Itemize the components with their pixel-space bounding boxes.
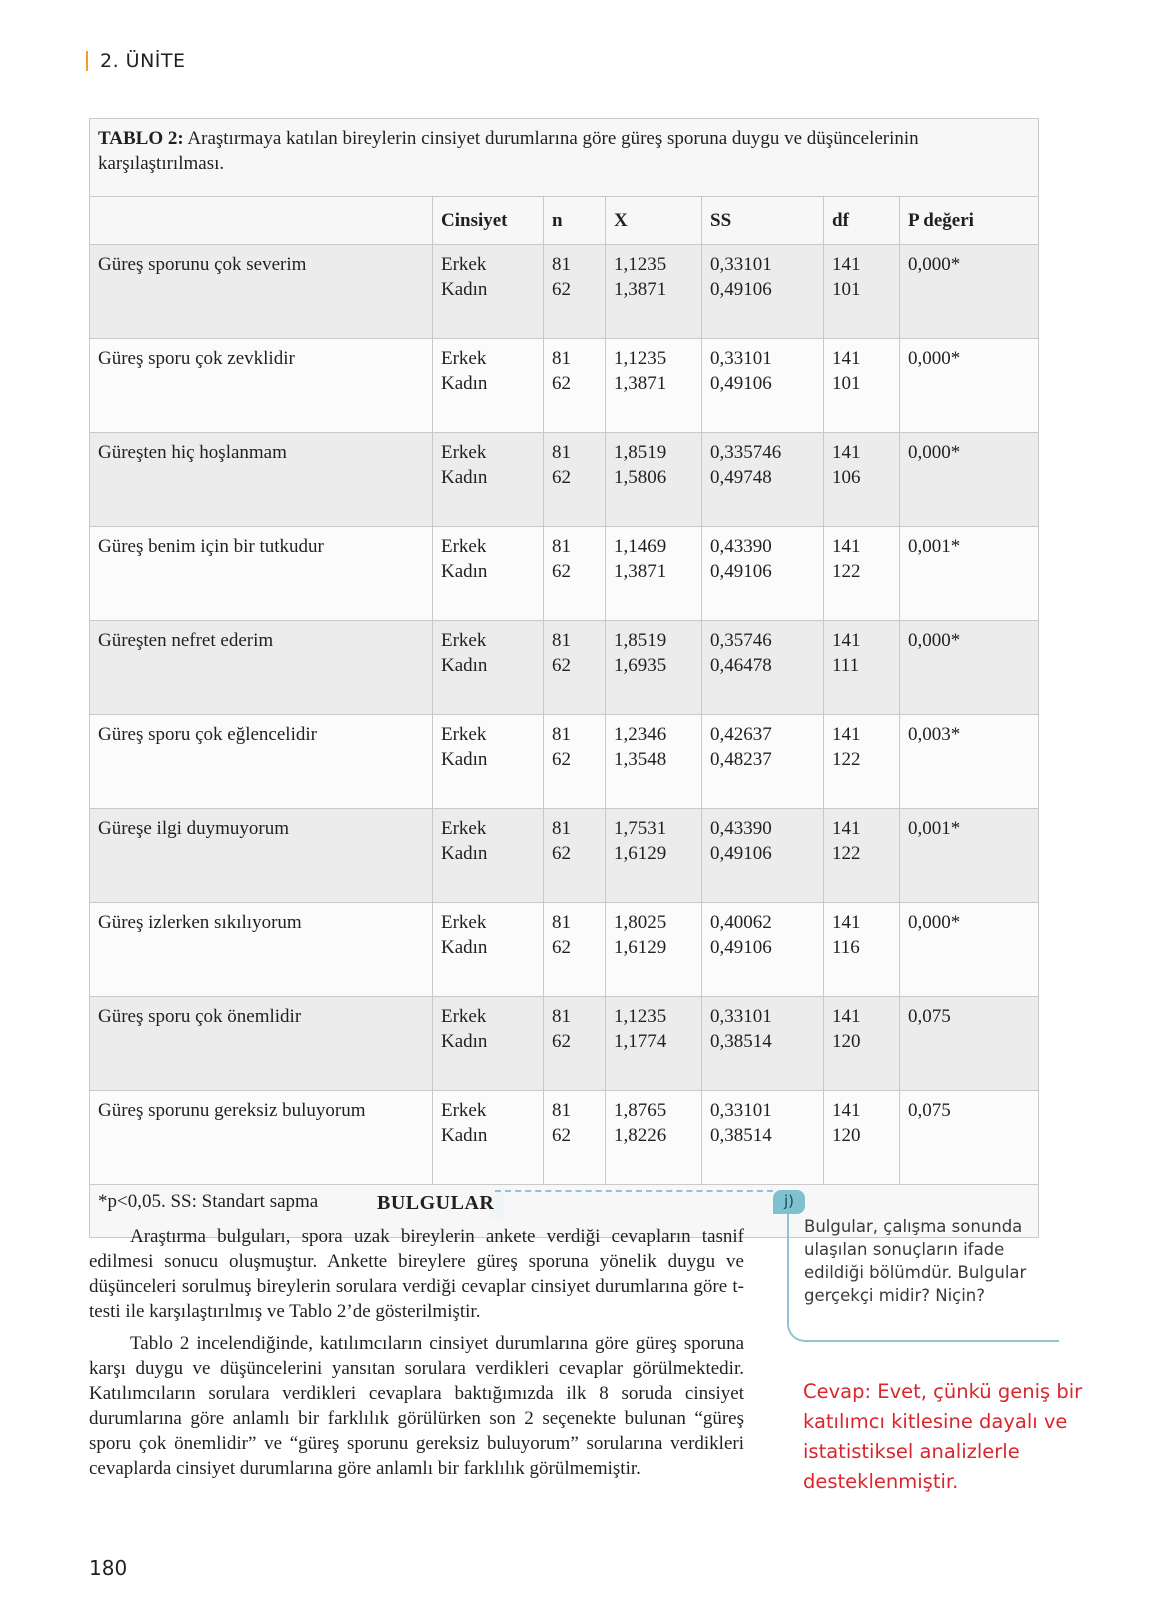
row-p-value-value: 0,001* — [908, 818, 961, 839]
row-p-value-value: 0,075 — [908, 1006, 951, 1027]
row-gender — [433, 715, 544, 809]
row-n — [544, 715, 606, 809]
row-n-value: 81 — [552, 912, 571, 933]
row-mean-value: 1,3871 — [614, 373, 667, 394]
table-header-cinsiyet: Cinsiyet — [433, 197, 544, 245]
row-item — [90, 997, 433, 1091]
row-sd-value: 0,49106 — [710, 279, 772, 300]
row-p-value — [900, 809, 1039, 903]
row-item — [90, 527, 433, 621]
row-p-value — [900, 433, 1039, 527]
row-df — [824, 339, 900, 433]
row-df — [824, 715, 900, 809]
row-p-value-value: 0,000* — [908, 630, 961, 651]
row-df-value: 141 — [832, 536, 861, 557]
body-paragraph-1: Araştırma bulguları, spora uzak bireylerin ankete verdiği cevapların tasnif edilmesi sonucu oluşmuştur. Ankette bireylere güreş sporuna yönelik duygu ve düşünceleri sorulmuş bireylerin sorulara verdiği cevaplar cinsiyet durumlarına göre t-testi ile karşılaştırılmış ve Tablo 2’de gösterilmiştir. — [89, 1226, 744, 1322]
row-p-value — [900, 903, 1039, 997]
row-df-value: 101 — [832, 373, 861, 394]
row-mean-value: 1,8025 — [614, 912, 667, 933]
row-gender-value: Kadın — [441, 1125, 488, 1146]
row-df-value: 141 — [832, 630, 861, 651]
row-gender-value: Erkek — [441, 536, 487, 557]
unit-header — [86, 50, 186, 72]
row-mean-value: 1,8519 — [614, 442, 667, 463]
row-n — [544, 621, 606, 715]
row-gender-value: Kadın — [441, 467, 488, 488]
row-n-value: 81 — [552, 442, 571, 463]
row-n-value: 62 — [552, 937, 571, 958]
row-df-value: 141 — [832, 254, 861, 275]
handwritten-answer: Cevap: Evet, çünkü geniş bir katılımcı kitlesine dayalı ve istatistiksel analizlerle desteklenmiştir. — [803, 1380, 1083, 1493]
row-item — [90, 245, 433, 339]
row-item-value: Güreşten nefret ederim — [98, 630, 274, 651]
table-caption — [90, 119, 1039, 197]
row-mean-value: 1,7531 — [614, 818, 667, 839]
row-item-value: Güreş sporu çok eğlencelidir — [98, 724, 317, 745]
row-sd — [702, 903, 824, 997]
row-sd — [702, 245, 824, 339]
row-df-value: 106 — [832, 467, 861, 488]
row-sd — [702, 809, 824, 903]
row-item-value: Güreşe ilgi duymuyorum — [98, 818, 290, 839]
row-p-value-value: 0,000* — [908, 442, 961, 463]
row-df-value: 120 — [832, 1125, 861, 1146]
row-n — [544, 903, 606, 997]
row-df — [824, 621, 900, 715]
row-mean — [606, 809, 702, 903]
row-gender — [433, 245, 544, 339]
row-sd-value: 0,49106 — [710, 843, 772, 864]
row-mean — [606, 433, 702, 527]
row-gender-value: Kadın — [441, 937, 488, 958]
table-row — [90, 809, 1039, 903]
row-p-value — [900, 339, 1039, 433]
row-mean-value: 1,1774 — [614, 1031, 667, 1052]
body-paragraph-2: Tablo 2 incelendiğinde, katılımcıların cinsiyet durumlarına göre güreş sporuna karşı duygu ve düşüncelerini yansıtan sorulara verdikleri cevaplar görülmektedir. Katılımcıların sorulara verdikleri cevaplara baktığımızda ilk 8 soruda cinsiyet durumlarına göre anlamlı bir farklılık görülürken son 2 seçenekte bulunan “güreş sporu çok önemlidir” ve “güreş sporunu gereksiz buluyorum” sorularına verdikleri cevaplarda cinsiyet durumlarına göre anlamlı bir farklılık görülmemiştir. — [89, 1333, 744, 1479]
row-n-value: 81 — [552, 1100, 571, 1121]
row-gender-value: Kadın — [441, 1031, 488, 1052]
row-df-value: 111 — [832, 655, 860, 676]
row-item — [90, 433, 433, 527]
row-mean-value: 1,3871 — [614, 561, 667, 582]
row-df-value: 141 — [832, 442, 861, 463]
row-n — [544, 339, 606, 433]
table-header-df: df — [824, 197, 900, 245]
row-sd-value: 0,35746 — [710, 630, 772, 651]
row-df — [824, 809, 900, 903]
row-gender — [433, 527, 544, 621]
page-number: 180 — [89, 1556, 128, 1580]
row-item-value: Güreş sporunu gereksiz buluyorum — [98, 1100, 366, 1121]
row-mean — [606, 245, 702, 339]
dashed-connector — [495, 1190, 773, 1192]
row-n-value: 62 — [552, 279, 571, 300]
row-sd-value: 0,42637 — [710, 724, 772, 745]
row-gender-value: Erkek — [441, 1100, 487, 1121]
row-mean — [606, 1091, 702, 1185]
table-header-ss: SS — [702, 197, 824, 245]
row-mean-value: 1,6129 — [614, 937, 667, 958]
table-header-row — [90, 197, 1039, 245]
row-mean-value: 1,8226 — [614, 1125, 667, 1146]
row-item-value: Güreş sporu çok önemlidir — [98, 1006, 302, 1027]
row-df — [824, 903, 900, 997]
row-mean-value: 1,6129 — [614, 843, 667, 864]
row-gender-value: Erkek — [441, 348, 487, 369]
row-p-value — [900, 527, 1039, 621]
row-n-value: 62 — [552, 561, 571, 582]
row-df — [824, 997, 900, 1091]
table-row — [90, 715, 1039, 809]
row-mean — [606, 527, 702, 621]
row-p-value — [900, 997, 1039, 1091]
row-n-value: 81 — [552, 1006, 571, 1027]
row-sd-value: 0,33101 — [710, 1006, 772, 1027]
row-n — [544, 997, 606, 1091]
row-gender — [433, 997, 544, 1091]
table-caption-label: TABLO 2: — [98, 128, 184, 149]
row-df — [824, 527, 900, 621]
row-sd-value: 0,48237 — [710, 749, 772, 770]
row-sd-value: 0,49106 — [710, 373, 772, 394]
row-gender-value: Kadın — [441, 655, 488, 676]
row-n-value: 62 — [552, 1125, 571, 1146]
row-mean — [606, 903, 702, 997]
row-n-value: 81 — [552, 818, 571, 839]
row-n — [544, 809, 606, 903]
row-sd — [702, 339, 824, 433]
row-p-value-value: 0,000* — [908, 254, 961, 275]
row-p-value — [900, 621, 1039, 715]
row-n-value: 62 — [552, 749, 571, 770]
row-df-value: 141 — [832, 1100, 861, 1121]
row-item-value: Güreş sporu çok zevklidir — [98, 348, 295, 369]
row-item-value: Güreşten hiç hoşlanmam — [98, 442, 287, 463]
row-df-value: 141 — [832, 818, 861, 839]
row-df-value: 116 — [832, 937, 860, 958]
row-n — [544, 1091, 606, 1185]
row-gender — [433, 903, 544, 997]
row-n-value: 62 — [552, 1031, 571, 1052]
row-mean-value: 1,1235 — [614, 254, 667, 275]
row-mean-value: 1,6935 — [614, 655, 667, 676]
row-sd — [702, 527, 824, 621]
row-sd-value: 0,33101 — [710, 254, 772, 275]
row-df-value: 141 — [832, 724, 861, 745]
row-gender — [433, 621, 544, 715]
table-row — [90, 1091, 1039, 1185]
row-gender-value: Erkek — [441, 254, 487, 275]
row-item — [90, 1091, 433, 1185]
row-n-value: 81 — [552, 724, 571, 745]
row-df-value: 141 — [832, 912, 861, 933]
unit-accent-bar — [86, 51, 88, 71]
row-df-value: 122 — [832, 749, 861, 770]
row-df — [824, 245, 900, 339]
row-df-value: 141 — [832, 348, 861, 369]
row-sd-value: 0,49106 — [710, 937, 772, 958]
row-p-value — [900, 1091, 1039, 1185]
row-sd-value: 0,335746 — [710, 442, 782, 463]
data-table — [89, 118, 1039, 1238]
row-sd-value: 0,49748 — [710, 467, 772, 488]
row-mean — [606, 339, 702, 433]
row-sd-value: 0,33101 — [710, 1100, 772, 1121]
row-gender-value: Erkek — [441, 818, 487, 839]
row-df-value: 120 — [832, 1031, 861, 1052]
row-mean-value: 1,1235 — [614, 1006, 667, 1027]
row-gender — [433, 339, 544, 433]
row-p-value-value: 0,001* — [908, 536, 961, 557]
table-row — [90, 903, 1039, 997]
row-mean-value: 1,2346 — [614, 724, 667, 745]
row-mean-value: 1,8519 — [614, 630, 667, 651]
row-sd — [702, 997, 824, 1091]
row-mean-value: 1,5806 — [614, 467, 667, 488]
table-row — [90, 245, 1039, 339]
row-mean-value: 1,1469 — [614, 536, 667, 557]
row-df-value: 122 — [832, 561, 861, 582]
row-item-value: Güreş benim için bir tutkudur — [98, 536, 324, 557]
row-n — [544, 433, 606, 527]
row-item-value: Güreş sporunu çok severim — [98, 254, 307, 275]
side-note-text: Bulgular, çalışma sonunda ulaşılan sonuçların ifade edildiği bölümdür. Bulgular gerçekçi midir? Niçin? — [804, 1217, 1027, 1305]
table-header-x: X — [606, 197, 702, 245]
row-df — [824, 1091, 900, 1185]
row-n — [544, 527, 606, 621]
table-row — [90, 997, 1039, 1091]
section-heading: BULGULAR — [377, 1192, 495, 1214]
table-header-item — [90, 197, 433, 245]
row-sd-value: 0,38514 — [710, 1125, 772, 1146]
row-gender-value: Erkek — [441, 630, 487, 651]
table-header-n: n — [544, 197, 606, 245]
row-p-value — [900, 245, 1039, 339]
row-item — [90, 809, 433, 903]
row-p-value-value: 0,000* — [908, 912, 961, 933]
row-n-value: 62 — [552, 467, 571, 488]
row-gender-value: Erkek — [441, 724, 487, 745]
row-sd — [702, 715, 824, 809]
row-mean — [606, 621, 702, 715]
row-mean-value: 1,1235 — [614, 348, 667, 369]
row-n — [544, 245, 606, 339]
table-row — [90, 527, 1039, 621]
table-footnote: *p<0,05. SS: Standart sapma — [90, 1185, 1039, 1238]
row-item — [90, 715, 433, 809]
row-df-value: 101 — [832, 279, 861, 300]
row-gender — [433, 433, 544, 527]
row-mean — [606, 997, 702, 1091]
row-p-value-value: 0,003* — [908, 724, 961, 745]
side-note-badge: j) — [773, 1190, 805, 1214]
row-p-value — [900, 715, 1039, 809]
row-mean-value: 1,8765 — [614, 1100, 667, 1121]
row-gender-value: Erkek — [441, 912, 487, 933]
unit-title: 2. ÜNİTE — [100, 50, 186, 72]
row-n-value: 81 — [552, 536, 571, 557]
row-gender-value: Kadın — [441, 279, 488, 300]
row-item — [90, 621, 433, 715]
row-sd — [702, 433, 824, 527]
table-caption-text: Araştırmaya katılan bireylerin cinsiyet durumlarına göre güreş sporuna duygu ve düşüncelerinin karşılaştırılması. — [98, 128, 919, 174]
table-header-p: P değeri — [900, 197, 1039, 245]
row-sd — [702, 1091, 824, 1185]
row-gender — [433, 1091, 544, 1185]
row-sd-value: 0,43390 — [710, 818, 772, 839]
row-n-value: 81 — [552, 348, 571, 369]
row-n-value: 62 — [552, 655, 571, 676]
row-gender-value: Kadın — [441, 749, 488, 770]
row-n-value: 81 — [552, 254, 571, 275]
table-row — [90, 433, 1039, 527]
row-gender — [433, 809, 544, 903]
row-mean-value: 1,3548 — [614, 749, 667, 770]
row-df — [824, 433, 900, 527]
row-sd-value: 0,40062 — [710, 912, 772, 933]
table-row — [90, 621, 1039, 715]
row-p-value-value: 0,000* — [908, 348, 961, 369]
row-gender-value: Erkek — [441, 442, 487, 463]
row-sd-value: 0,46478 — [710, 655, 772, 676]
row-n-value: 62 — [552, 843, 571, 864]
row-gender-value: Kadın — [441, 373, 488, 394]
row-mean — [606, 715, 702, 809]
table-row — [90, 339, 1039, 433]
row-item-value: Güreş izlerken sıkılıyorum — [98, 912, 302, 933]
row-sd-value: 0,49106 — [710, 561, 772, 582]
row-mean-value: 1,3871 — [614, 279, 667, 300]
row-gender-value: Kadın — [441, 843, 488, 864]
row-df-value: 122 — [832, 843, 861, 864]
row-item — [90, 903, 433, 997]
row-sd-value: 0,43390 — [710, 536, 772, 557]
row-p-value-value: 0,075 — [908, 1100, 951, 1121]
row-df-value: 141 — [832, 1006, 861, 1027]
row-n-value: 62 — [552, 373, 571, 394]
row-gender-value: Kadın — [441, 561, 488, 582]
row-sd-value: 0,38514 — [710, 1031, 772, 1052]
row-sd-value: 0,33101 — [710, 348, 772, 369]
row-sd — [702, 621, 824, 715]
table-body — [90, 245, 1039, 1185]
row-item — [90, 339, 433, 433]
row-n-value: 81 — [552, 630, 571, 651]
row-gender-value: Erkek — [441, 1006, 487, 1027]
